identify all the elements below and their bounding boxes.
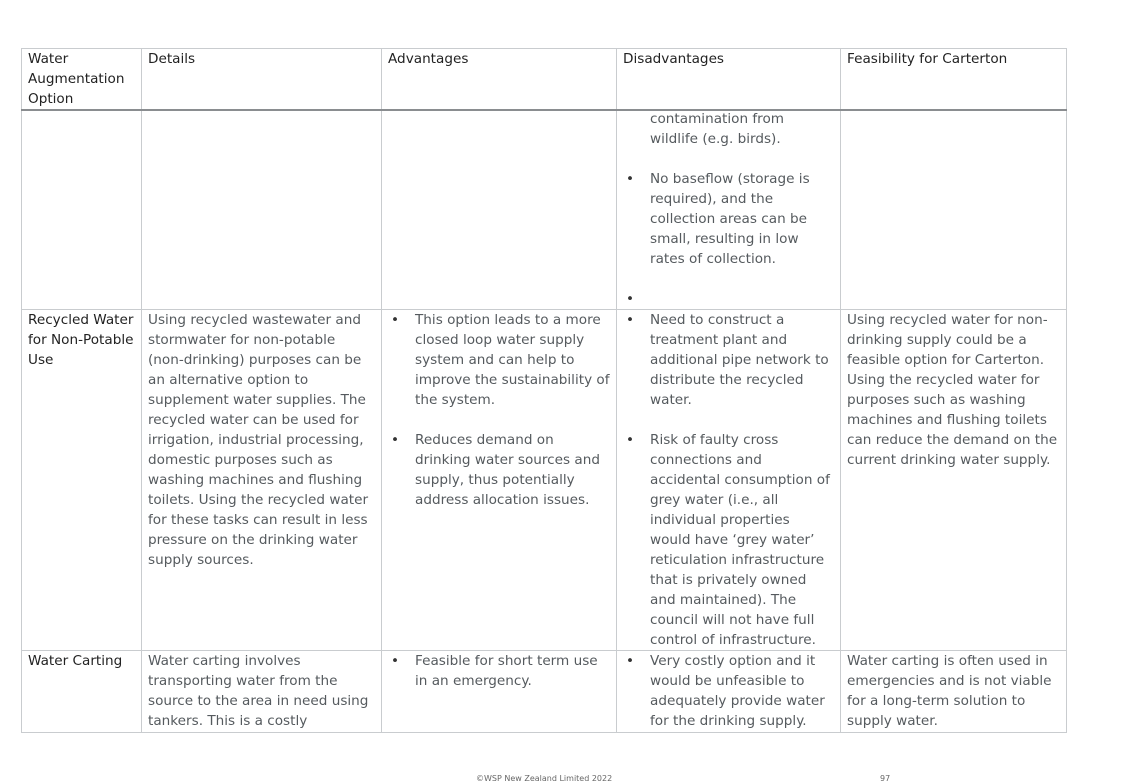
disadvantages-list [623, 651, 834, 731]
disadvantages-list [623, 310, 834, 650]
cell-option [22, 110, 142, 310]
water-augmentation-table [21, 48, 1067, 733]
disadvantage-item: • No baseflow (storage is required), and the collection areas can be small, resulting in low rates of collection. [623, 169, 834, 269]
disadvantage-item: • Risk of faulty cross connections and accidental consumption of grey water (i.e., all individual properties would have ‘grey water’ reticulation infrastructure that is privately owned and maintained). The council will not have full control of infrastructure. [623, 430, 834, 650]
cell-feasibility: Using recycled water for non-drinking supply could be a feasible option for Carterton. Using the recycled water for purposes such as washing machines and flushing toilets can reduce the demand on the current drinking water supply. [841, 310, 1067, 651]
cell-details: Water carting involves transporting water from the source to the area in need using tankers. This is a costly [142, 651, 382, 733]
table-row-recycled-water [22, 310, 1067, 651]
cell-details: Using recycled wastewater and stormwater for non-potable (non-drinking) purposes can be an alternative option to supplement water supplies. The recycled water can be used for irrigation, industrial processing, domestic purposes such as washing machines and flushing toilets. Using the recycled water for these tasks can result in less pressure on the drinking water supply sources. [142, 310, 382, 651]
cell-advantages [382, 651, 617, 733]
cell-option: Water Carting [22, 651, 142, 733]
cell-details [142, 110, 382, 310]
disadvantage-continued-text: contamination from wildlife (e.g. birds). [650, 111, 785, 147]
cell-advantages [382, 310, 617, 651]
cell-disadvantages [617, 310, 841, 651]
disadvantage-item: • Need to construct a treatment plant and additional pipe network to distribute the recycled water. [623, 310, 834, 410]
disadvantage-item-empty [623, 289, 834, 309]
cell-advantages [382, 110, 617, 310]
cell-disadvantages [617, 651, 841, 733]
footer-page-number: 97 [880, 774, 891, 783]
cell-feasibility [841, 110, 1067, 310]
header-advantages: Advantages [382, 49, 617, 111]
cell-option: Recycled Water for Non-Potable Use [22, 310, 142, 651]
table-row-continued [22, 110, 1067, 310]
cell-disadvantages [617, 110, 841, 310]
cell-feasibility: Water carting is often used in emergencies and is not viable for a long-term solution to supply water. [841, 651, 1067, 733]
advantage-item: • Feasible for short term use in an emergency. [388, 651, 610, 691]
header-option: Water Augmentation Option [22, 49, 142, 111]
footer-copyright: ©WSP New Zealand Limited 2022 [476, 774, 613, 783]
advantage-item: • Reduces demand on drinking water sources and supply, thus potentially address allocation issues. [388, 430, 610, 510]
header-disadvantages: Disadvantages [617, 49, 841, 111]
advantage-item: • This option leads to a more closed loop water supply system and can help to improve the sustainability of the system. [388, 310, 610, 410]
advantages-list [388, 651, 610, 691]
advantages-list [388, 310, 610, 510]
header-row [22, 49, 1067, 111]
disadvantage-item: • Very costly option and it would be unfeasible to adequately provide water for the drinking supply. [623, 651, 834, 731]
table-row-water-carting [22, 651, 1067, 733]
header-details: Details [142, 49, 382, 111]
disadvantages-list [623, 169, 834, 309]
header-feasibility: Feasibility for Carterton [841, 49, 1067, 111]
